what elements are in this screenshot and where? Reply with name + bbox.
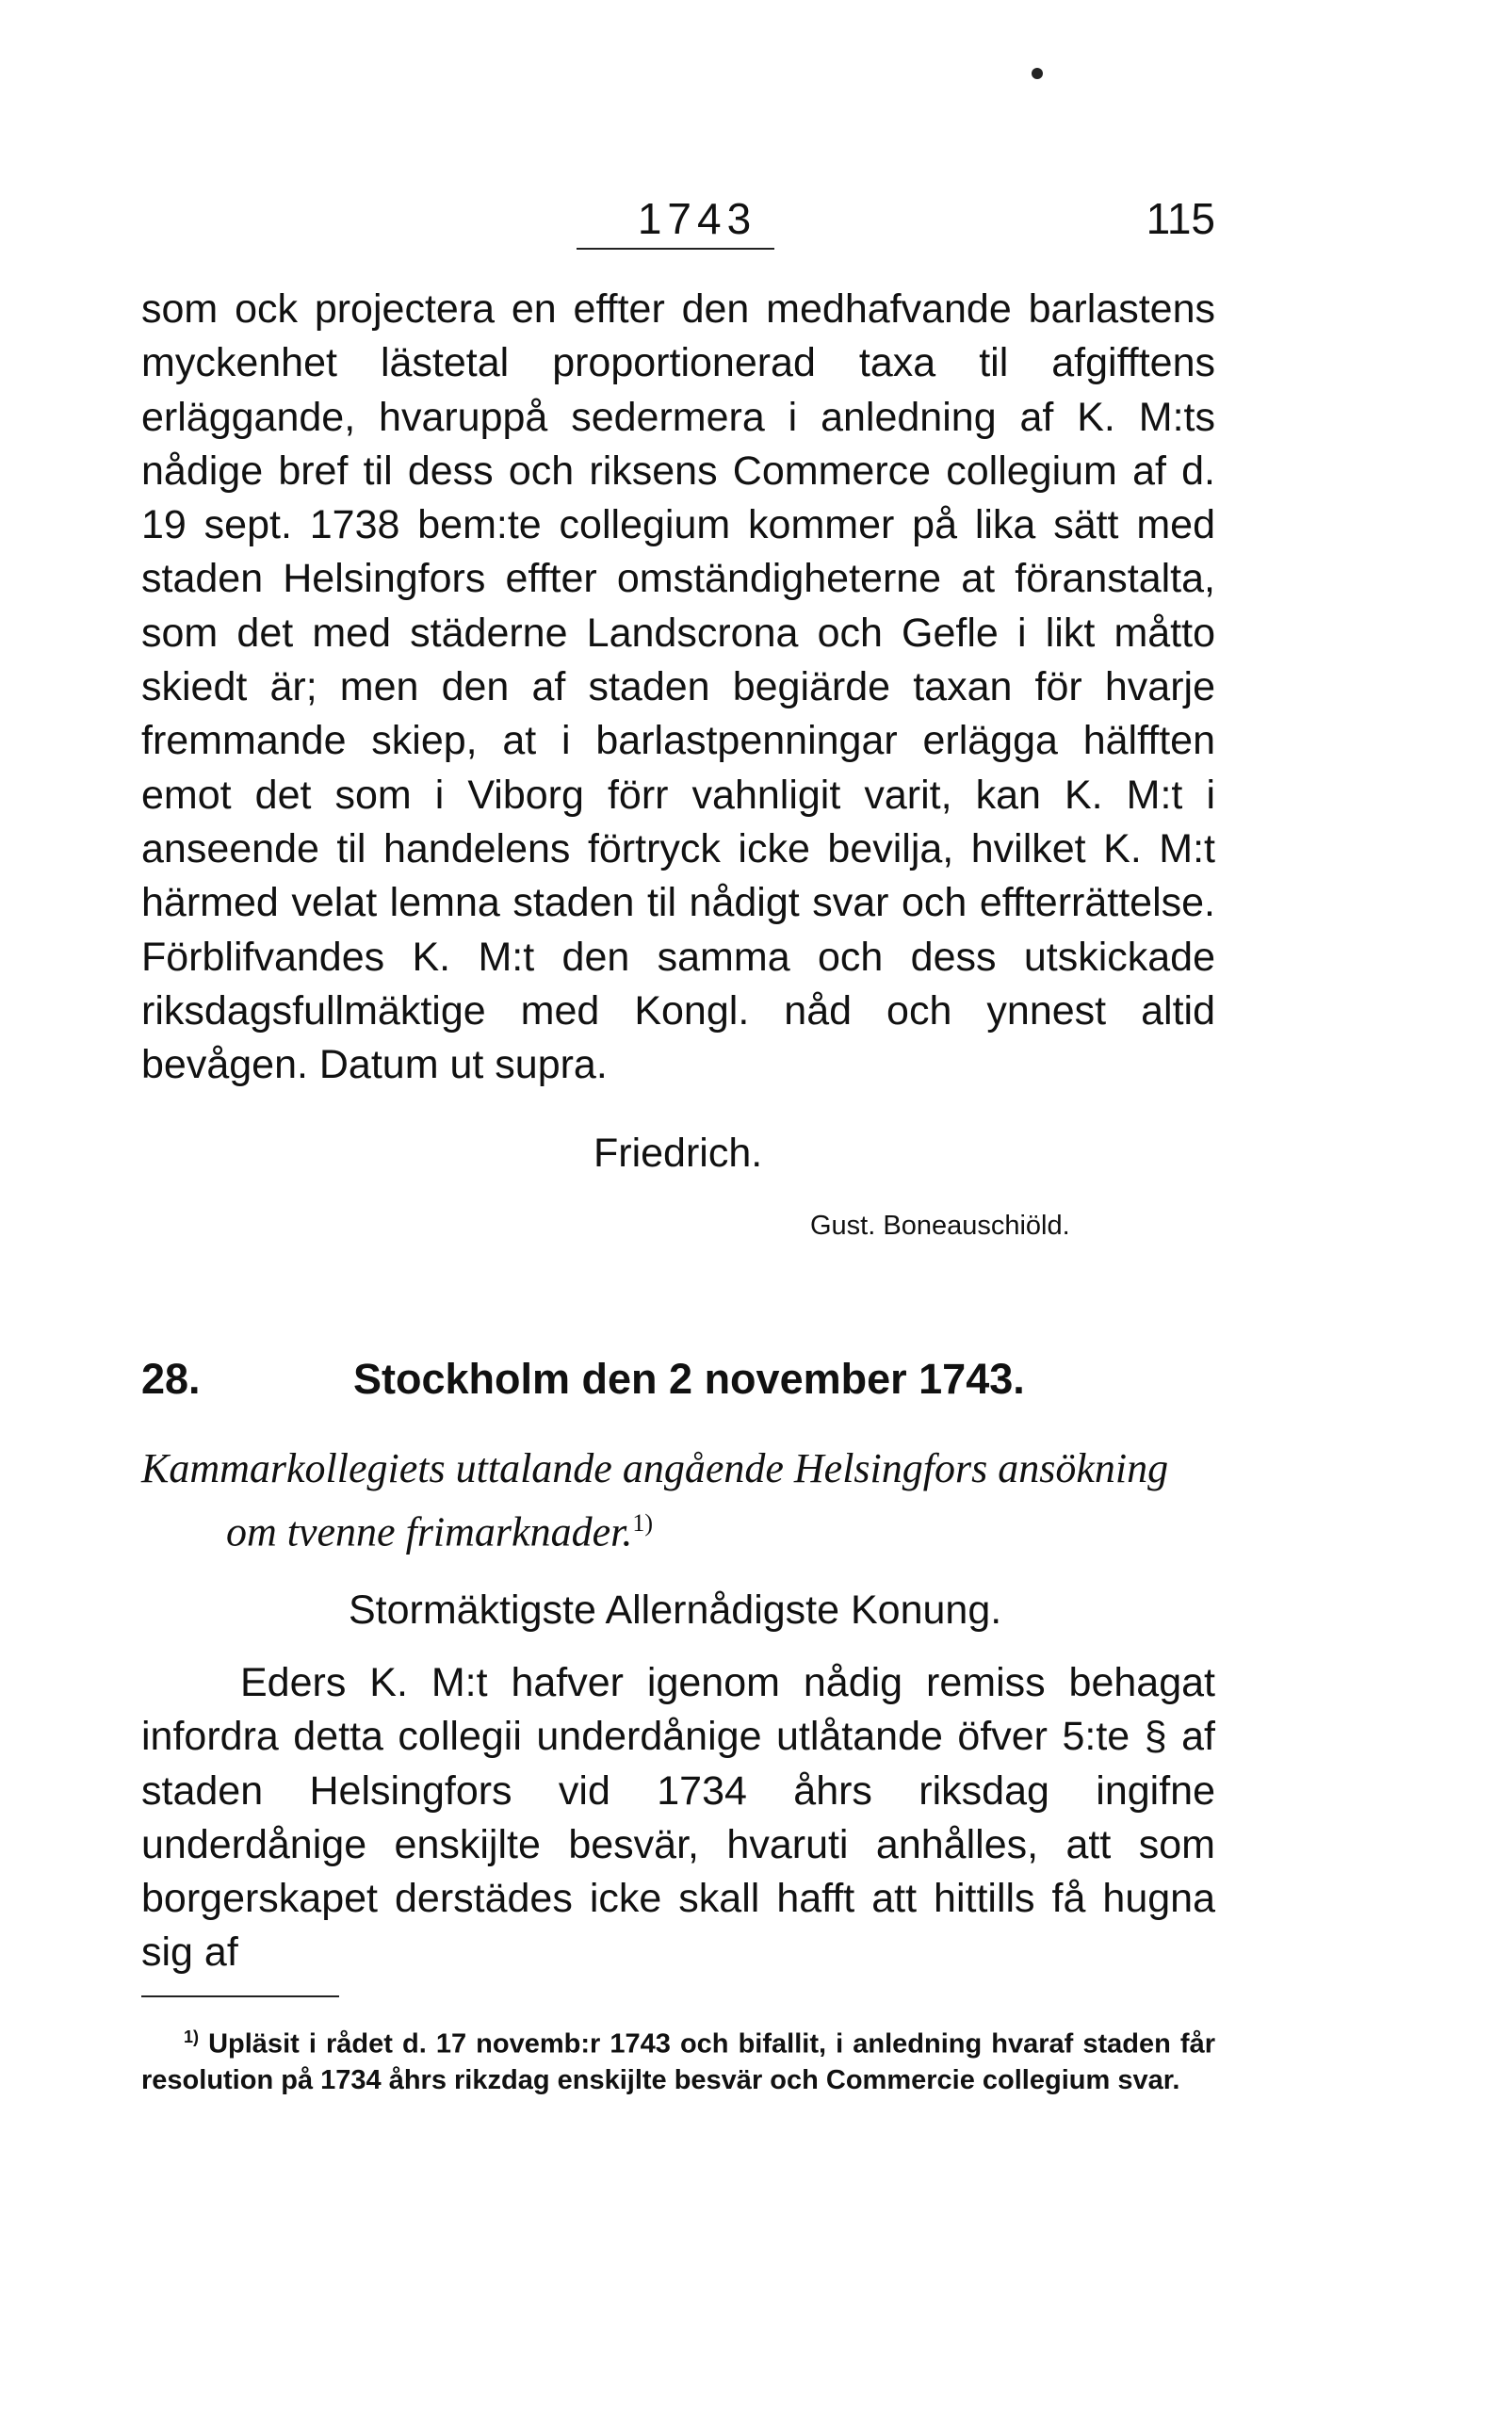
running-head-year: 1743 [637,194,757,243]
entry-subtitle-text: Kammarkollegiets uttalande angående Helsingfors ansökning om tvenne frimarknader. [141,1445,1169,1555]
page-speck [1032,68,1043,79]
running-head-rule [577,248,774,250]
entry-heading [141,1355,1025,1404]
page-header [141,193,1215,259]
footnote-rule [141,1995,339,1997]
body-text-2: Eders K. M:t hafver igenom nådig remiss behagat infordra detta collegii underdånige utlåtande öfver 5:te § af staden Helsingfors vid 1734 åhrs riksdag ingifne underdånige enskijlte besvär, hvaruti anhålles, att som borgerskapet derstädes icke skall hafft att hittills få hugna sig af [141,1660,1215,1976]
entry-number: 28. [141,1355,201,1403]
footnote-reference: 1) [632,1509,654,1537]
signature: Friedrich. [593,1131,763,1176]
salutation: Stormäktigste Allernådigste Konung. [349,1587,1002,1633]
body-text-1: som ock projectera en effter den medhafvande barlastens myckenhet lästetal proportionerad taxa til afgifftens erläggande, hvaruppå sedermera i anledning af K. M:ts nådige bref til dess och riksens Commerce collegium af d. 19 sept. 1738 bem:te collegium kommer på lika sätt med staden Helsingfors effter omständigheterne at föranstalta, som det med städerne Landscrona och Gefle i likt måtto skiedt är; men den af staden begiärde taxan för hvarje fremmande skiep, at i barlastpenningar erlägga hälfften emot det som i Viborg förr vahnligit varit, kan K. M:t i anseende til handelens förtryck icke bevilja, hvilket K. M:t härmed velat lemna staden til nådigt svar och effterrättelse. Förblifvandes K. M:t den samma och dess utskickade riksdagsfullmäktige med Kongl. nåd och ynnest altid bevågen. Datum ut supra. [141,286,1215,1088]
footnote [141,2019,1215,2098]
footnote-text: Upläsit i rådet d. 17 novemb:r 1743 och bifallit, i anledning hvaraf staden får resolution på 1734 åhrs rikzdag enskijlte besvär och Commercie collegium svar. [141,2028,1215,2095]
page-number: 115 [1146,194,1215,243]
entry-heading-text: Stockholm den 2 november 1743. [353,1355,1025,1403]
countersignature: Gust. Boneauschiöld. [810,1211,1070,1241]
entry-subtitle [141,1441,1215,1560]
footnote-marker: 1) [184,2027,200,2046]
